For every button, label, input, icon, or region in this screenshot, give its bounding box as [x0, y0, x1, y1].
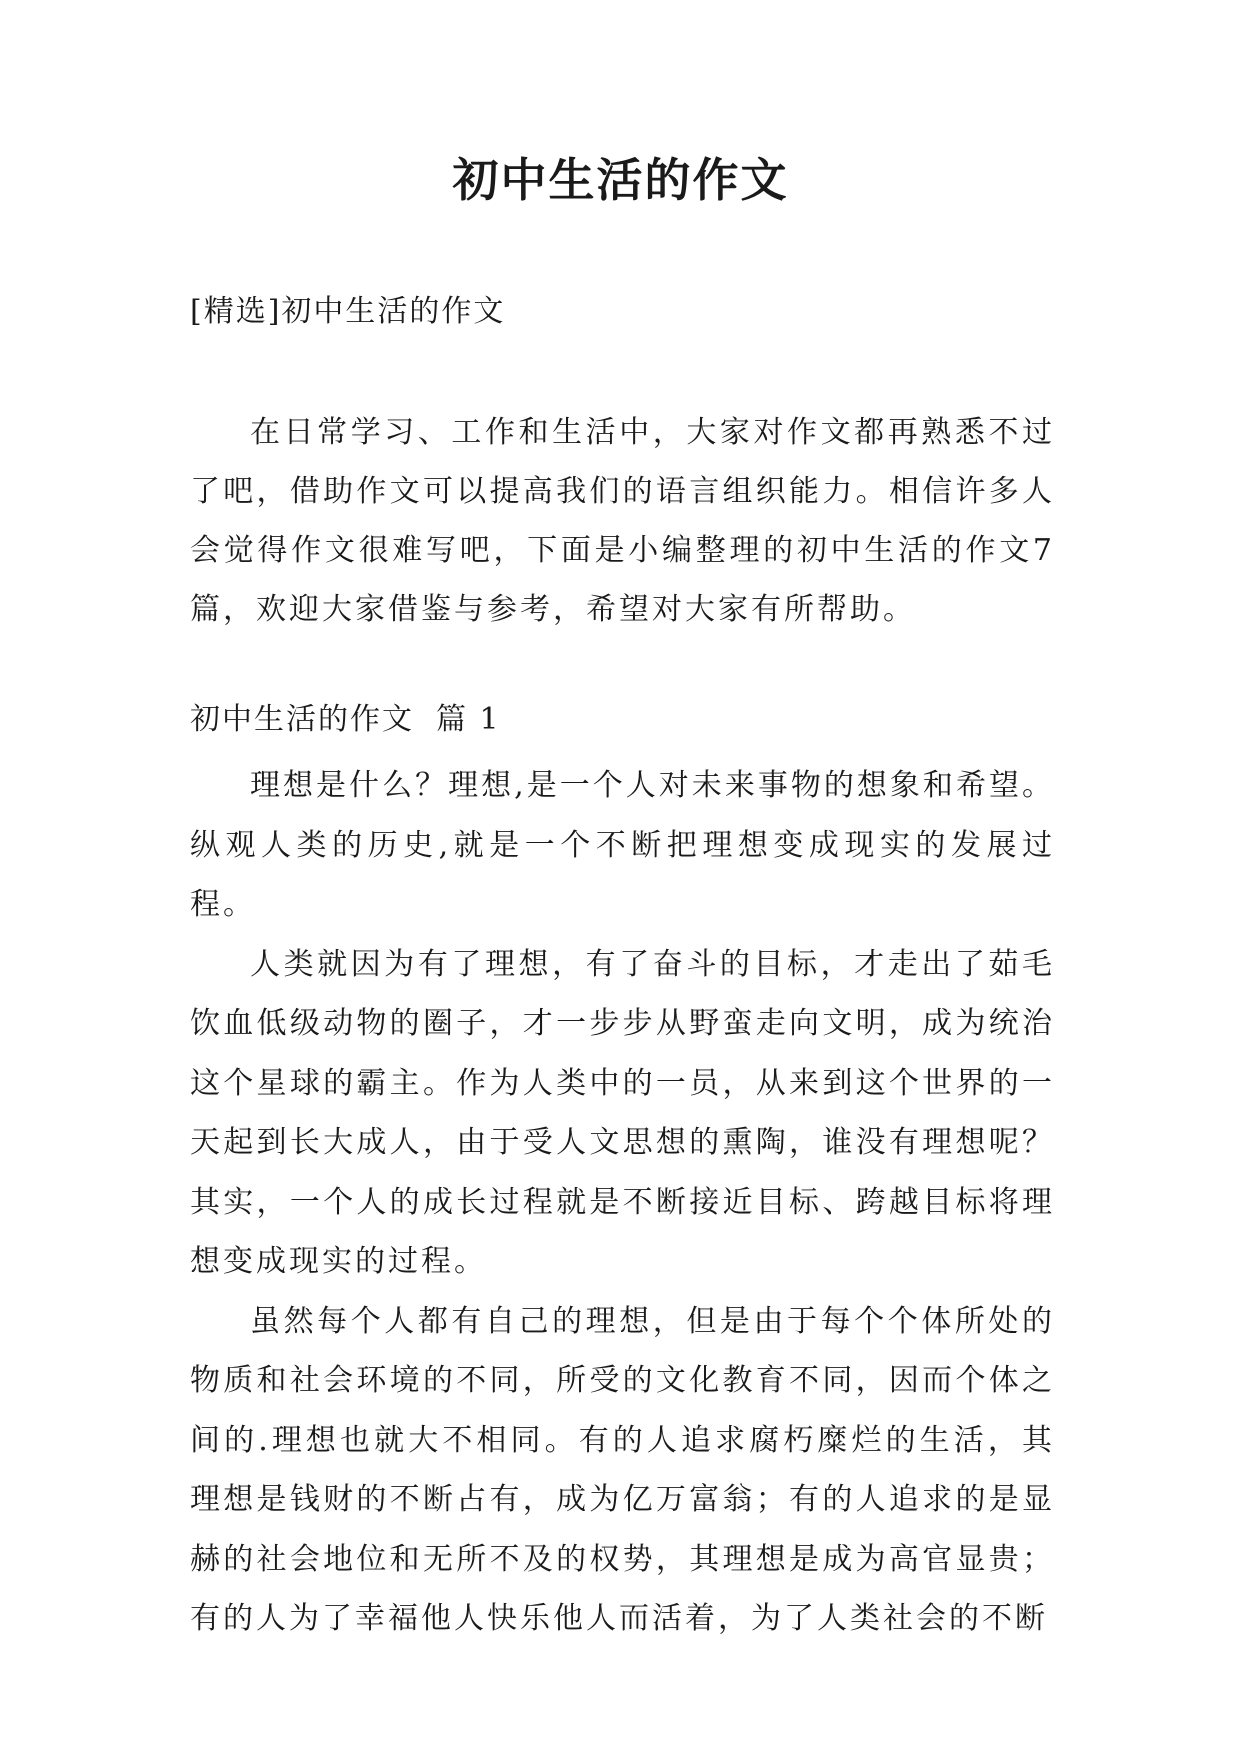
- section-heading-title: 初中生活的作文: [190, 702, 414, 737]
- section-heading-number: 篇 1: [436, 702, 501, 737]
- intro-paragraph: 在日常学习、工作和生活中，大家对作文都再熟悉不过了吧，借助作文可以提高我们的语言组织能力。相信许多人会觉得作文很难写吧，下面是小编整理的初中生活的作文7篇，欢迎大家借鉴与参考，希望对大家有所帮助。: [190, 415, 1055, 627]
- document-title: 初中生活的作文: [452, 153, 789, 207]
- body-paragraph: 虽然每个人都有自己的理想，但是由于每个个体所处的物质和社会环境的不同，所受的文化教育不同，因而个体之间的.理想也就大不相同。有的人追求腐朽糜烂的生活，其理想是钱财的不断占有，成为亿万富翁；有的人追求的是显赫的社会地位和无所不及的权势，其理想是成为高官显贵；有的人为了幸福他人快乐他人而活着，为了人类社会的不断: [190, 1303, 1055, 1636]
- intro-block: [190, 403, 1055, 639]
- body-paragraph: 理想是什么？理想,是一个人对未来事物的想象和希望。纵观人类的历史,就是一个不断把理想变成现实的发展过程。: [190, 768, 1055, 922]
- section-body: [190, 756, 1055, 1649]
- section-heading: [190, 698, 501, 742]
- document-subtitle: [精选]初中生活的作文: [190, 294, 506, 329]
- body-paragraph: 人类就因为有了理想，有了奋斗的目标，才走出了茹毛饮血低级动物的圈子，才一步步从野蛮走向文明，成为统治这个星球的霸主。作为人类中的一员，从来到这个世界的一天起到长大成人，由于受人文思想的熏陶，谁没有理想呢？其实，一个人的成长过程就是不断接近目标、跨越目标将理想变成现实的过程。: [190, 946, 1055, 1279]
